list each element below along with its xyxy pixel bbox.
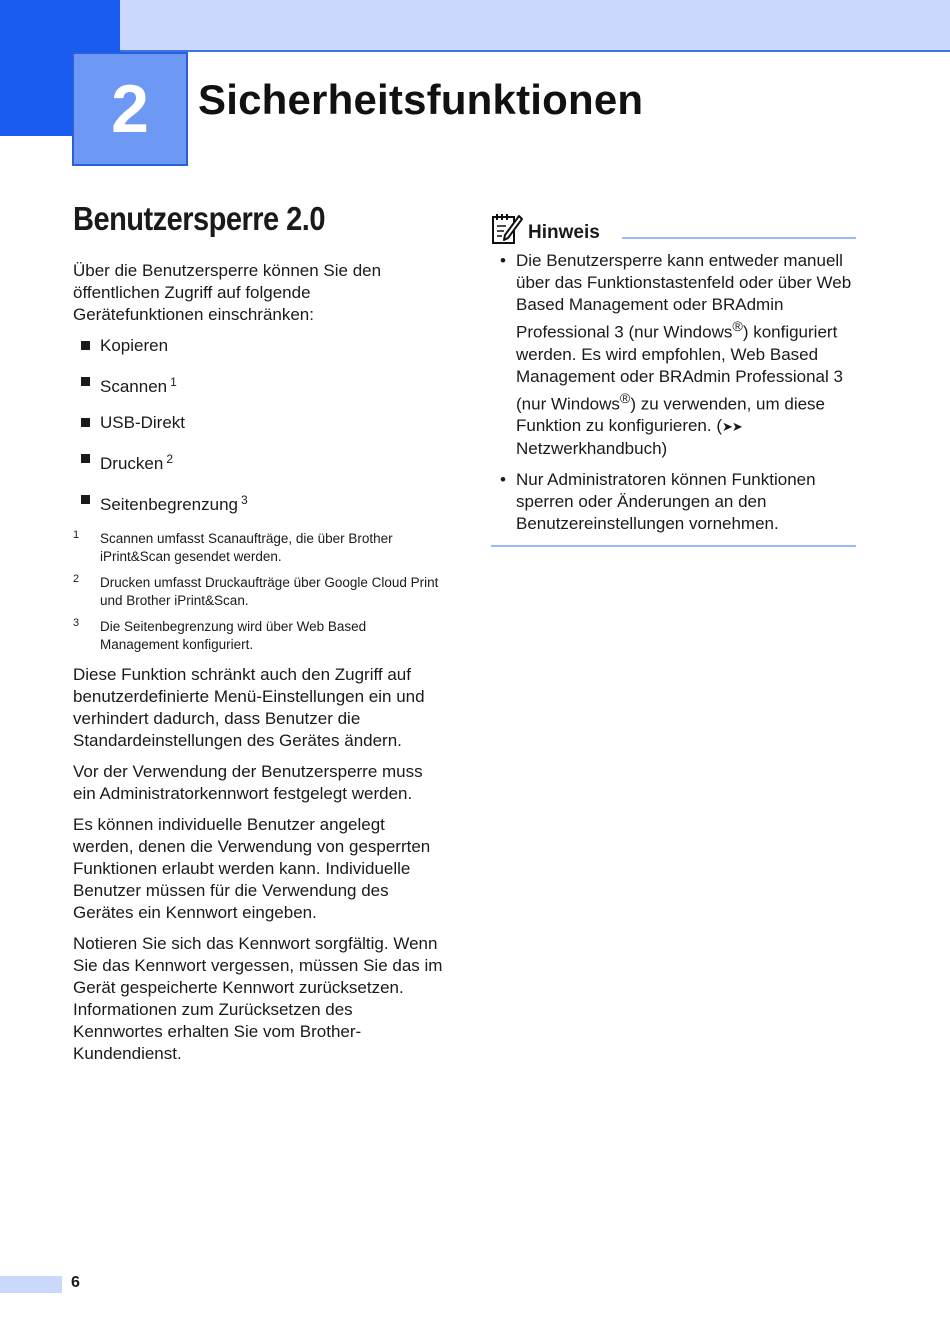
footnote: 3 Die Seitenbegrenzung wird über Web Based Management konfiguriert.	[73, 617, 367, 652]
chapter-number-box: 2	[72, 52, 188, 166]
note-list	[491, 250, 856, 535]
bullet-dot-icon: •	[500, 470, 506, 490]
note-box	[491, 212, 856, 547]
square-bullet-icon	[81, 341, 90, 350]
note-header-rule	[622, 237, 856, 239]
body-paragraph: Notieren Sie sich das Kennwort sorgfältig. Wenn Sie das Kennwort vergessen, müssen Sie das im Gerät gespeicherte Kennwort zurücksetzen. Informationen zum Zurücksetzen des Kennwortes erhalten Sie vom Brother-Kundendienst.	[73, 934, 443, 1063]
note-pencil-icon	[491, 212, 523, 246]
note-bottom-rule	[491, 545, 856, 547]
list-item: USB-Direkt	[73, 412, 443, 434]
square-bullet-icon	[81, 454, 90, 463]
footnote-ref: 2	[166, 452, 173, 466]
footnote: 2 Drucken umfasst Druckaufträge über Google Cloud Print und Brother iPrint&Scan.	[73, 573, 439, 608]
footnote: 1 Scannen umfasst Scanaufträge, die über Brother iPrint&Scan gesendet werden.	[73, 529, 393, 564]
square-bullet-icon	[81, 377, 90, 386]
note-header	[491, 212, 856, 248]
footer-accent	[0, 1276, 62, 1293]
reference-arrows-icon: ➤➤	[722, 419, 742, 435]
restricted-functions-list	[73, 335, 443, 516]
body-paragraph: Vor der Verwendung der Benutzersperre muss ein Administratorkennwort festgelegt werden.	[73, 762, 423, 803]
square-bullet-icon	[81, 418, 90, 427]
section-title: Benutzersperre 2.0	[73, 200, 325, 237]
list-item: Seitenbegrenzung $^3$	[73, 489, 443, 516]
list-item: • Nur Administratoren können Funktionen sperren oder Änderungen an den Benutzereinstellungen vornehmen.	[500, 470, 816, 534]
bullet-dot-icon: •	[500, 251, 506, 270]
list-item: Drucken $^2$	[73, 448, 443, 475]
footnotes	[73, 530, 443, 654]
footnote-ref: 3	[241, 493, 248, 507]
header-band	[120, 0, 950, 52]
footnote-ref: 1	[170, 375, 177, 389]
page-number: 6	[71, 1274, 80, 1291]
body-paragraph: Diese Funktion schränkt auch den Zugriff auf benutzerdefinierte Menü-Einstellungen ein und verhindert dadurch, dass Benutzer die Standardeinstellungen des Gerätes ändern.	[73, 665, 425, 750]
intro-paragraph: Über die Benutzersperre können Sie den öffentlichen Zugriff auf folgende Gerätefunktionen einschränken:	[73, 261, 382, 324]
square-bullet-icon	[81, 495, 90, 504]
body-paragraph: Es können individuelle Benutzer angelegt werden, denen die Verwendung von gesperrten Funktionen erlaubt werden kann. Individuelle Benutzer müssen für die Verwendung des Gerätes ein Kennwort eingeben.	[73, 815, 431, 922]
list-item: • Die Benutzersperre kann entweder manuell über das Funktionstastenfeld oder über Web Based Management oder BRAdmin Professional 3 (nur Windows®) konfiguriert werden. Es wird empfohlen, Web Based Management oder BRAdmin Professional 3 (nur Windows®) zu verwenden, um diese Funktion zu konfigurieren. (➤➤ Netzwerkhandbuch)	[500, 251, 852, 459]
list-item: Scannen $^1$	[73, 371, 443, 398]
chapter-title: Sicherheitsfunktionen	[198, 76, 644, 123]
note-title: Hinweis	[528, 222, 600, 243]
list-item: Kopieren	[73, 335, 443, 357]
registered-mark: ®	[619, 390, 631, 407]
main-column	[73, 200, 443, 1074]
registered-mark: ®	[732, 319, 743, 335]
